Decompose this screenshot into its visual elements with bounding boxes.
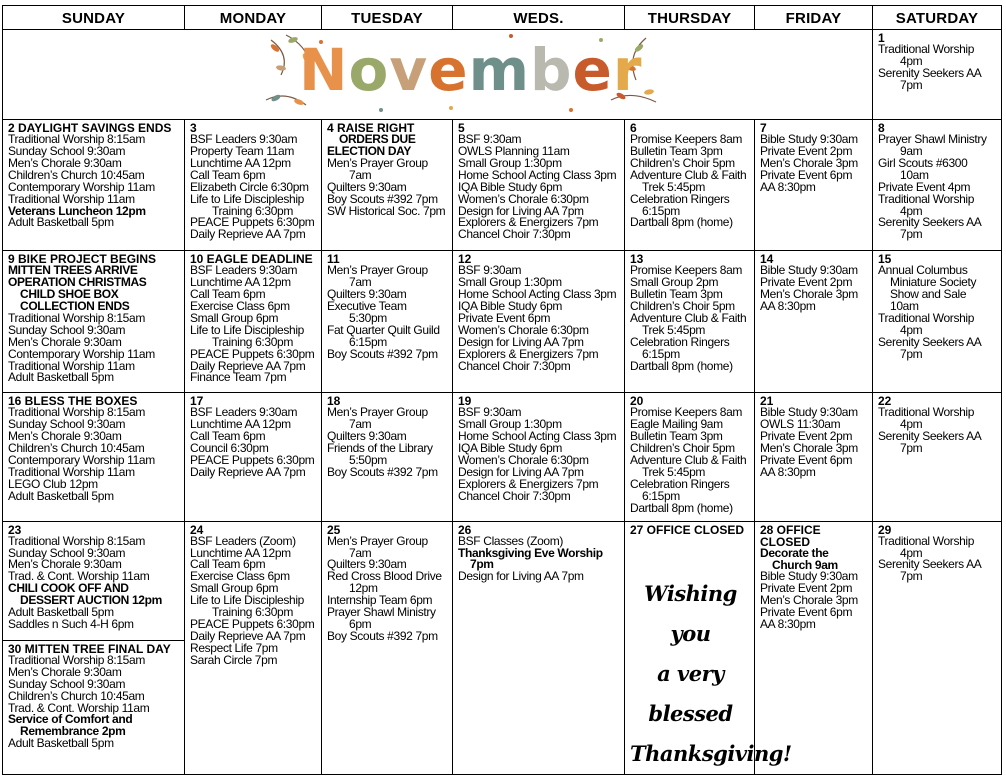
event-line: Daily Reprieve AA 7pm [190, 358, 306, 373]
event-line: Explorers & Energizers 7pm [458, 346, 599, 361]
event-line: Fat Quarter Quilt Guild [327, 322, 440, 337]
event-line: Prayer Shawl Ministry [327, 605, 436, 620]
event-line: Men’s Chorale 9:30am [8, 429, 122, 444]
event-line: Home School Acting Class 3pm [458, 287, 617, 302]
event-line: Bulletin Team 3pm [630, 429, 723, 444]
event-line: Women’s Chorale 6:30pm [458, 322, 589, 337]
week-row-3 [3, 393, 1002, 521]
event-line: BSF Classes (Zoom) [458, 533, 564, 548]
event-line: Life to Life Discipleship [190, 322, 304, 337]
greeting-line: a very blessed [648, 660, 733, 726]
weekday-friday: FRIDAY [755, 6, 873, 30]
event-line: Private Event 2pm [760, 429, 853, 444]
weekday-sunday: SUNDAY [3, 6, 185, 30]
event-line: Promise Keepers 8am [630, 132, 743, 147]
event-line: Serenity Seekers AA [878, 215, 982, 230]
event-line: Children’s Church 10:45am [8, 441, 145, 456]
event-line: Serenity Seekers AA [878, 65, 982, 80]
event-line: BSF Leaders 9:30am [190, 405, 298, 420]
event-line: CHILD SHOE BOX [20, 287, 119, 302]
event-line: Serenity Seekers AA [878, 334, 982, 349]
event-line: Red Cross Blood Drive [327, 569, 442, 584]
day-cell [185, 120, 322, 251]
day-number: 17 [190, 394, 204, 409]
day-cell [755, 251, 873, 393]
event-line: Trek 5:45pm [642, 322, 706, 337]
event-line: COLLECTION ENDS [20, 299, 130, 314]
event-line: Children’s Choir 5pm [630, 155, 735, 170]
event-line: Prayer Shawl Ministry [878, 132, 987, 147]
event-line: Sunday School 9:30am [8, 417, 126, 432]
event-line: 4pm [900, 53, 923, 68]
event-line: Small Group 2pm [630, 275, 719, 290]
event-line: Friends of the Library [327, 441, 433, 456]
calendar-grid [2, 5, 1002, 775]
event-line: Traditional Worship [878, 42, 975, 57]
event-line: AA 8:30pm [760, 465, 816, 479]
event-line: Private Event 4pm [878, 179, 971, 194]
event-line: Lunchtime AA 12pm [190, 417, 291, 432]
event-line: Eagle Mailing 9am [630, 417, 723, 432]
weekday-thursday: THURSDAY [625, 6, 755, 30]
day-number: 18 [327, 394, 341, 409]
event-line: Private Event 6pm [760, 167, 853, 182]
event-line: Bible Study 9:30am [760, 405, 858, 420]
event-line: Bulletin Team 3pm [630, 144, 723, 159]
event-line: Call Team 6pm [190, 557, 266, 572]
event-line: Small Group 6pm [190, 310, 279, 325]
event-line: IQA Bible Study 6pm [458, 299, 563, 314]
day-number: 20 [630, 394, 644, 409]
week-row-4 [3, 521, 1002, 774]
day-number: 6 [630, 121, 637, 136]
event-line: Bible Study 9:30am [760, 263, 858, 278]
day-number: 23 [8, 522, 22, 537]
day-number: 9 BIKE PROJECT BEGINS [8, 252, 157, 267]
event-line: Contemporary Worship 11am [8, 453, 155, 468]
event-line: Boy Scouts #392 7pm [327, 346, 438, 361]
event-line: 4pm [900, 203, 923, 218]
week-row-0 [3, 30, 1002, 120]
event-line: Contemporary Worship 11am [8, 179, 155, 194]
day-number: 4 RAISE RIGHT [327, 121, 415, 136]
day-cell [625, 393, 755, 521]
event-line: Dartball 8pm (home) [630, 358, 733, 373]
event-line: 7pm [900, 227, 923, 242]
event-line: Men’s Chorale 3pm [760, 593, 858, 608]
event-line: Adult Basketball 5pm [8, 370, 114, 385]
week-row-2 [3, 251, 1002, 393]
event-line: PEACE Puppets 6:30pm [190, 616, 315, 631]
event-line: 7am [349, 275, 372, 290]
event-line: Traditional Worship [878, 310, 975, 325]
event-line: Chancel Choir 7:30pm [458, 488, 571, 503]
event-line: Men’s Prayer Group [327, 405, 428, 420]
day-cell [755, 393, 873, 521]
event-line: Men’s Prayer Group [327, 263, 428, 278]
event-line: Promise Keepers 8am [630, 263, 743, 278]
event-line: Thanksgiving Eve Worship [458, 545, 603, 560]
event-line: 7am [349, 545, 372, 560]
event-line: Veterans Luncheon 12pm [8, 203, 146, 218]
day-number: 2 DAYLIGHT SAVINGS ENDS [8, 121, 172, 136]
event-line: Private Event 6pm [458, 310, 551, 325]
event-line: BSF Leaders 9:30am [190, 263, 298, 278]
day-cell [185, 521, 322, 774]
event-line: Quilters 9:30am [327, 557, 407, 572]
event-line: BSF 9:30am [458, 405, 522, 420]
event-line: 10am [890, 299, 919, 314]
day-number: 12 [458, 252, 472, 267]
day-number: 1 [878, 31, 885, 46]
event-line: Men’s Chorale 3pm [760, 441, 858, 456]
day-number: 7 [760, 121, 767, 136]
event-line: AA 8:30pm [760, 299, 816, 314]
event-line: Private Event 2pm [760, 581, 853, 596]
event-line: Men’s Chorale 3pm [760, 287, 858, 302]
day-number: 30 MITTEN TREE FINAL DAY [8, 641, 171, 656]
day-number: 15 [878, 252, 892, 267]
event-line: Traditional Worship [878, 191, 975, 206]
event-line: Children’s Choir 5pm [630, 441, 735, 456]
weekday-saturday: SATURDAY [873, 6, 1002, 30]
day-cell [453, 521, 625, 774]
day-number: 10 EAGLE DEADLINE [190, 252, 313, 267]
event-line: Sarah Circle 7pm [190, 652, 278, 667]
event-line: BSF Leaders 9:30am [190, 132, 298, 147]
event-line: Daily Reprieve AA 7pm [190, 628, 306, 643]
event-line: 7pm [900, 569, 923, 584]
event-line: Bulletin Team 3pm [630, 287, 723, 302]
day-number: 25 [327, 522, 341, 537]
event-line: BSF 9:30am [458, 263, 522, 278]
event-line: Traditional Worship 11am [8, 191, 135, 206]
day-number: 21 [760, 394, 774, 409]
weekday-monday: MONDAY [185, 6, 322, 30]
day-cell [3, 393, 185, 521]
event-line: Sunday School 9:30am [8, 322, 126, 337]
event-line: Explorers & Energizers 7pm [458, 476, 599, 491]
event-line: 6:15pm [642, 203, 680, 218]
day-number: 13 [630, 252, 644, 267]
event-line: Private Event 2pm [760, 275, 853, 290]
weekday-tuesday: TUESDAY [322, 6, 453, 30]
event-line: Training 6:30pm [212, 203, 294, 218]
event-line: 6:15pm [642, 346, 680, 361]
day-number: 22 [878, 394, 892, 409]
event-line: Property Team 11am [190, 144, 294, 159]
day-cell [322, 251, 453, 393]
event-line: Design for Living AA 7pm [458, 334, 584, 349]
event-line: Dartball 8pm (home) [630, 500, 733, 515]
day-number: 29 [878, 522, 892, 537]
event-line: Quilters 9:30am [327, 179, 407, 194]
event-line: Children’s Church 10:45am [8, 688, 145, 703]
event-line: 12pm [349, 581, 378, 596]
event-line: 7pm [900, 346, 923, 361]
event-line: Children’s Church 10:45am [8, 167, 145, 182]
day-cell [322, 120, 453, 251]
week-row-1 [3, 120, 1002, 251]
event-line: Small Group 1:30pm [458, 155, 562, 170]
event-line: ELECTION DAY [327, 144, 412, 159]
weekday-wednesday: WEDS. [453, 6, 625, 30]
event-line: Adult Basketball 5pm [8, 605, 114, 620]
event-line: Trad. & Cont. Worship 11am [8, 569, 150, 584]
event-line: IQA Bible Study 6pm [458, 179, 563, 194]
event-line: Exercise Class 6pm [190, 569, 290, 584]
event-line: Design for Living AA 7pm [458, 465, 584, 479]
day-number: 11 [327, 252, 340, 267]
event-line: LEGO Club 12pm [8, 476, 98, 491]
day-number: 26 [458, 522, 472, 537]
day-cell [625, 120, 755, 251]
day-cell [873, 521, 1002, 774]
event-line: Bible Study 9:30am [760, 569, 858, 584]
event-line: Design for Living AA 7pm [458, 203, 584, 218]
day-cell [453, 120, 625, 251]
event-line: 4pm [900, 322, 923, 337]
event-line: 4pm [900, 545, 923, 560]
event-line: Lunchtime AA 12pm [190, 545, 291, 560]
event-line: DESSERT AUCTION 12pm [20, 593, 162, 608]
event-line: Quilters 9:30am [327, 429, 407, 444]
event-list [878, 44, 998, 92]
event-line: Men’s Chorale 9:30am [8, 557, 122, 572]
event-line: Lunchtime AA 12pm [190, 275, 291, 290]
event-line: PEACE Puppets 6:30pm [190, 215, 315, 230]
event-line: AA 8:30pm [760, 179, 816, 194]
event-line: Remembrance 2pm [20, 724, 126, 739]
day-number: 8 [878, 121, 885, 136]
event-line: Celebration Ringers [630, 191, 730, 206]
day-cell [625, 251, 755, 393]
event-line: Call Team 6pm [190, 287, 266, 302]
event-line: 7pm [900, 441, 923, 456]
event-line: Show and Sale [890, 287, 967, 302]
event-line: CHILI COOK OFF AND [8, 581, 129, 596]
event-line: OWLS 11:30am [760, 417, 841, 432]
event-line: Small Group 1:30pm [458, 275, 562, 290]
day-number: 28 OFFICE CLOSED [760, 522, 821, 549]
greeting-line: Wishing you [644, 580, 737, 646]
event-line: Life to Life Discipleship [190, 191, 304, 206]
event-line: Lunchtime AA 12pm [190, 155, 291, 170]
event-line: Training 6:30pm [212, 334, 294, 349]
weekday-header-row [3, 6, 1002, 30]
day-cell [322, 521, 453, 774]
event-line: IQA Bible Study 6pm [458, 441, 563, 456]
event-line: Girl Scouts #6300 [878, 155, 968, 170]
event-line: Men’s Chorale 9:30am [8, 155, 122, 170]
event-line: ORDERS DUE [339, 132, 416, 147]
event-line: Saddles n Such 4-H 6pm [8, 616, 134, 631]
event-line: Private Event 2pm [760, 144, 853, 159]
event-line: Boy Scouts #392 7pm [327, 465, 438, 479]
event-line: OWLS Planning 11am [458, 144, 570, 159]
event-line: Sunday School 9:30am [8, 545, 126, 560]
event-line: Women’s Chorale 6:30pm [458, 453, 589, 468]
event-line: Exercise Class 6pm [190, 299, 290, 314]
day-cell [3, 521, 185, 774]
event-line: Small Group 6pm [190, 581, 279, 596]
event-line: Traditional Worship [878, 405, 975, 420]
event-line: Men’s Chorale 9:30am [8, 334, 122, 349]
event-line: Traditional Worship 8:15am [8, 310, 145, 325]
event-line: Promise Keepers 8am [630, 405, 743, 420]
event-line: Traditional Worship 11am [8, 465, 135, 479]
day-cell [185, 251, 322, 393]
day-cell [453, 251, 625, 393]
day-number: 24 [190, 522, 204, 537]
event-line: Private Event 6pm [760, 453, 853, 468]
event-line: Trek 5:45pm [642, 465, 706, 479]
day-number: 16 BLESS THE BOXES [8, 394, 138, 409]
event-line: Trek 5:45pm [642, 179, 706, 194]
month-title [299, 36, 643, 105]
event-line: MITTEN TREES ARRIVE [8, 263, 138, 278]
event-line: 7pm [900, 77, 923, 92]
event-line: Traditional Worship 8:15am [8, 652, 145, 667]
day-number: 27 OFFICE CLOSED [630, 522, 745, 537]
event-line: Sunday School 9:30am [8, 676, 126, 691]
event-line: Life to Life Discipleship [190, 593, 304, 608]
day-cell [3, 251, 185, 393]
event-line: 7am [349, 167, 372, 182]
event-line: Church 9am [772, 557, 838, 572]
event-line: Quilters 9:30am [327, 287, 407, 302]
event-line: Explorers & Energizers 7pm [458, 215, 599, 230]
event-line: Celebration Ringers [630, 476, 730, 491]
event-line: 6:15pm [642, 488, 680, 503]
event-line: 5:30pm [349, 310, 387, 325]
event-line: 10am [900, 167, 929, 182]
day-cell [755, 521, 873, 774]
event-line: Chancel Choir 7:30pm [458, 227, 571, 242]
event-line: Training 6:30pm [212, 605, 294, 620]
cell-divider [3, 640, 184, 641]
event-line: Adult Basketball 5pm [8, 488, 114, 503]
event-line: Private Event 6pm [760, 605, 853, 620]
event-line: 4pm [900, 417, 923, 432]
greeting-line: Thanksgiving! [630, 740, 792, 766]
day-number: 19 [458, 394, 472, 409]
month-title-text: November [299, 36, 643, 105]
event-line: Home School Acting Class 3pm [458, 167, 617, 182]
day-cell-1 [873, 30, 1002, 120]
event-line: Boy Scouts #392 7pm [327, 191, 438, 206]
event-line: SW Historical Soc. 7pm [327, 203, 446, 218]
event-line: Contemporary Worship 11am [8, 346, 155, 361]
event-line: PEACE Puppets 6:30pm [190, 346, 315, 361]
event-line: Respect Life 7pm [190, 640, 278, 655]
event-line: 7pm [470, 557, 494, 572]
event-line: Serenity Seekers AA [878, 557, 982, 572]
event-line: Finance Team 7pm [190, 370, 287, 385]
event-line: Sunday School 9:30am [8, 144, 126, 159]
event-line: Celebration Ringers [630, 334, 730, 349]
event-line: Traditional Worship 11am [8, 358, 135, 373]
event-line: Men’s Prayer Group [327, 155, 428, 170]
event-line: Traditional Worship [878, 533, 975, 548]
event-line: Home School Acting Class 3pm [458, 429, 617, 444]
event-line: Adventure Club & Faith [630, 310, 747, 325]
event-line: Men’s Chorale 9:30am [8, 664, 122, 679]
event-line: PEACE Puppets 6:30pm [190, 453, 315, 468]
day-cell [755, 120, 873, 251]
event-line: OPERATION CHRISTMAS [8, 275, 147, 290]
day-cell [322, 393, 453, 521]
event-line: Call Team 6pm [190, 429, 266, 444]
event-line: Children’s Choir 5pm [630, 299, 735, 314]
day-cell [873, 251, 1002, 393]
day-cell [873, 120, 1002, 251]
event-line: AA 8:30pm [760, 617, 816, 632]
day-number: 5 [458, 121, 465, 136]
event-line: Small Group 1:30pm [458, 417, 562, 432]
event-line: Bible Study 9:30am [760, 132, 858, 147]
event-line: 6:15pm [349, 334, 387, 349]
day-cell [873, 393, 1002, 521]
day-cell [185, 393, 322, 521]
event-line: 7am [349, 417, 372, 432]
event-line: BSF Leaders (Zoom) [190, 533, 296, 548]
event-line: Service of Comfort and [8, 712, 133, 727]
event-line: Women’s Chorale 6:30pm [458, 191, 589, 206]
event-line: Traditional Worship 8:15am [8, 533, 145, 548]
event-line: BSF 9:30am [458, 132, 522, 147]
event-line: Men’s Chorale 3pm [760, 155, 858, 170]
event-line: 6pm [349, 616, 372, 631]
event-line: Traditional Worship 8:15am [8, 405, 145, 420]
event-line: Internship Team 6pm [327, 593, 433, 608]
day-number: 3 [190, 121, 197, 136]
event-line: Daily Reprieve AA 7pm [190, 227, 306, 242]
event-line: Design for Living AA 7pm [458, 569, 584, 584]
event-line: Adult Basketball 5pm [8, 215, 114, 230]
event-line: Adventure Club & Faith [630, 453, 747, 468]
event-line: Dartball 8pm (home) [630, 215, 733, 230]
event-line: 9am [900, 144, 923, 159]
event-line: Traditional Worship 8:15am [8, 132, 145, 147]
event-line: Daily Reprieve AA 7pm [190, 465, 306, 479]
month-banner [3, 30, 873, 120]
event-line: Council 6:30pm [190, 441, 269, 456]
day-cell [3, 120, 185, 251]
event-line: Annual Columbus [878, 263, 968, 278]
event-line: Trad. & Cont. Worship 11am [8, 700, 150, 715]
event-line: Men’s Prayer Group [327, 533, 428, 548]
event-line: Elizabeth Circle 6:30pm [190, 179, 309, 194]
event-line: Chancel Choir 7:30pm [458, 358, 571, 373]
event-line: Executive Team [327, 299, 407, 314]
day-number: 14 [760, 252, 774, 267]
event-line: Boy Scouts #392 7pm [327, 628, 438, 643]
event-line: Adventure Club & Faith [630, 167, 747, 182]
event-line: Miniature Society [890, 275, 977, 290]
event-line: Call Team 6pm [190, 167, 266, 182]
event-line: Decorate the [760, 545, 829, 560]
event-line: Adult Basketball 5pm [8, 736, 114, 751]
event-line: Serenity Seekers AA [878, 429, 982, 444]
day-cell [453, 393, 625, 521]
event-line: 5:50pm [349, 453, 387, 468]
